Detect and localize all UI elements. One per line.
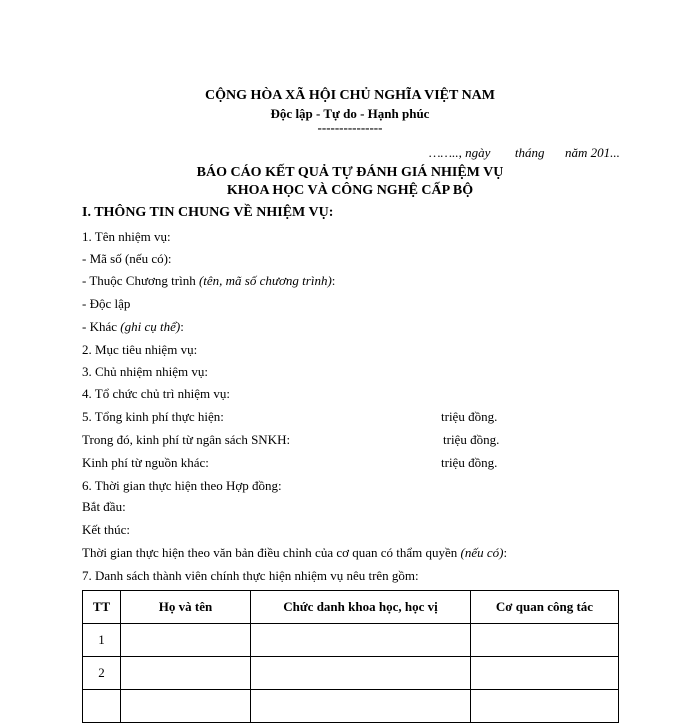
item-ket-thuc: Kết thúc: [82, 522, 131, 537]
date-thang: tháng [514, 145, 545, 160]
dieu-chinh-colon: : [503, 545, 508, 560]
item-dieu-chinh [82, 545, 507, 561]
thuoc-ct-text: - Thuộc Chương trình [82, 273, 199, 288]
table-row [83, 657, 619, 690]
col-header-tt: TT [83, 591, 121, 624]
cell-co-quan[interactable] [471, 657, 619, 690]
item-muc-tieu: 2. Mục tiêu nhiệm vụ: [82, 342, 198, 357]
date-ngay: ngày [465, 145, 491, 160]
cell-co-quan[interactable] [471, 624, 619, 657]
cell-chuc-danh[interactable] [251, 624, 471, 657]
item-khac [82, 319, 184, 335]
item-danh-sach: 7. Danh sách thành viên chính thực hiện nhiệm vụ nêu trên gồm: [82, 568, 419, 583]
cell-ho-ten[interactable] [121, 690, 251, 723]
header-divider: --------------- [317, 120, 383, 135]
item-chu-nhiem: 3. Chủ nhiệm nhiệm vụ: [82, 364, 209, 379]
table-row [83, 624, 619, 657]
report-title-line1: BÁO CÁO KẾT QUẢ TỰ ĐÁNH GIÁ NHIỆM VỤ [196, 165, 504, 180]
item-bat-dau: Bắt đầu: [82, 499, 126, 514]
thuoc-ct-note: (tên, mã số chương trình) [198, 273, 332, 288]
item-tong-kinh-phi: 5. Tổng kinh phí thực hiện: [82, 409, 224, 424]
item-ten-nhiem-vu: 1. Tên nhiệm vụ: [82, 229, 171, 244]
cell-chuc-danh[interactable] [251, 657, 471, 690]
row-number [83, 690, 121, 723]
col-header-ho-ten: Họ và tên [121, 591, 251, 624]
tong-kinh-phi-unit: triệu đồng. [441, 409, 498, 424]
row-number: 2 [83, 657, 121, 690]
table-row [83, 690, 619, 723]
date-dots: …….., [429, 145, 462, 160]
item-doc-lap: - Độc lập [82, 296, 131, 311]
date-line [429, 145, 620, 161]
table-header-row [83, 591, 619, 624]
cell-co-quan[interactable] [471, 690, 619, 723]
cell-chuc-danh[interactable] [251, 690, 471, 723]
members-table [82, 590, 619, 723]
thuoc-ct-colon: : [331, 273, 336, 288]
kinh-phi-khac-unit: triệu đồng. [441, 455, 498, 470]
cell-ho-ten[interactable] [121, 624, 251, 657]
item-to-chuc-chu-tri: 4. Tổ chức chủ trì nhiệm vụ: [82, 386, 230, 401]
trong-do-unit: triệu đồng. [443, 432, 500, 447]
item-thoi-gian: 6. Thời gian thực hiện theo Hợp đồng: [82, 478, 282, 493]
item-thuoc-chuong-trinh [82, 273, 335, 289]
item-ma-so: - Mã số (nếu có): [82, 251, 172, 266]
dieu-chinh-text: Thời gian thực hiện theo văn bản điều chỉnh của cơ quan có thẩm quyền [82, 545, 461, 560]
report-title-line2: KHOA HỌC VÀ CÔNG NGHỆ CẤP BỘ [226, 183, 474, 198]
item-kinh-phi-khac: Kinh phí từ nguồn khác: [82, 455, 209, 470]
col-header-co-quan: Cơ quan công tác [471, 591, 619, 624]
date-nam: năm 201... [565, 145, 620, 160]
row-number: 1 [83, 624, 121, 657]
khac-text: - Khác [82, 319, 121, 334]
khac-note: (ghi cụ thể) [120, 319, 181, 334]
cell-ho-ten[interactable] [121, 657, 251, 690]
item-trong-do: Trong đó, kinh phí từ ngân sách SNKH: [82, 432, 291, 447]
motto: Độc lập - Tự do - Hạnh phúc [270, 106, 430, 121]
khac-colon: : [180, 319, 184, 334]
section-heading: I. THÔNG TIN CHUNG VỀ NHIỆM VỤ: [82, 205, 334, 220]
nation-header: CỘNG HÒA XÃ HỘI CHỦ NGHĨA VIỆT NAM [204, 88, 495, 103]
dieu-chinh-note: (nếu có) [460, 545, 504, 560]
col-header-chuc-danh: Chức danh khoa học, học vị [251, 591, 471, 624]
